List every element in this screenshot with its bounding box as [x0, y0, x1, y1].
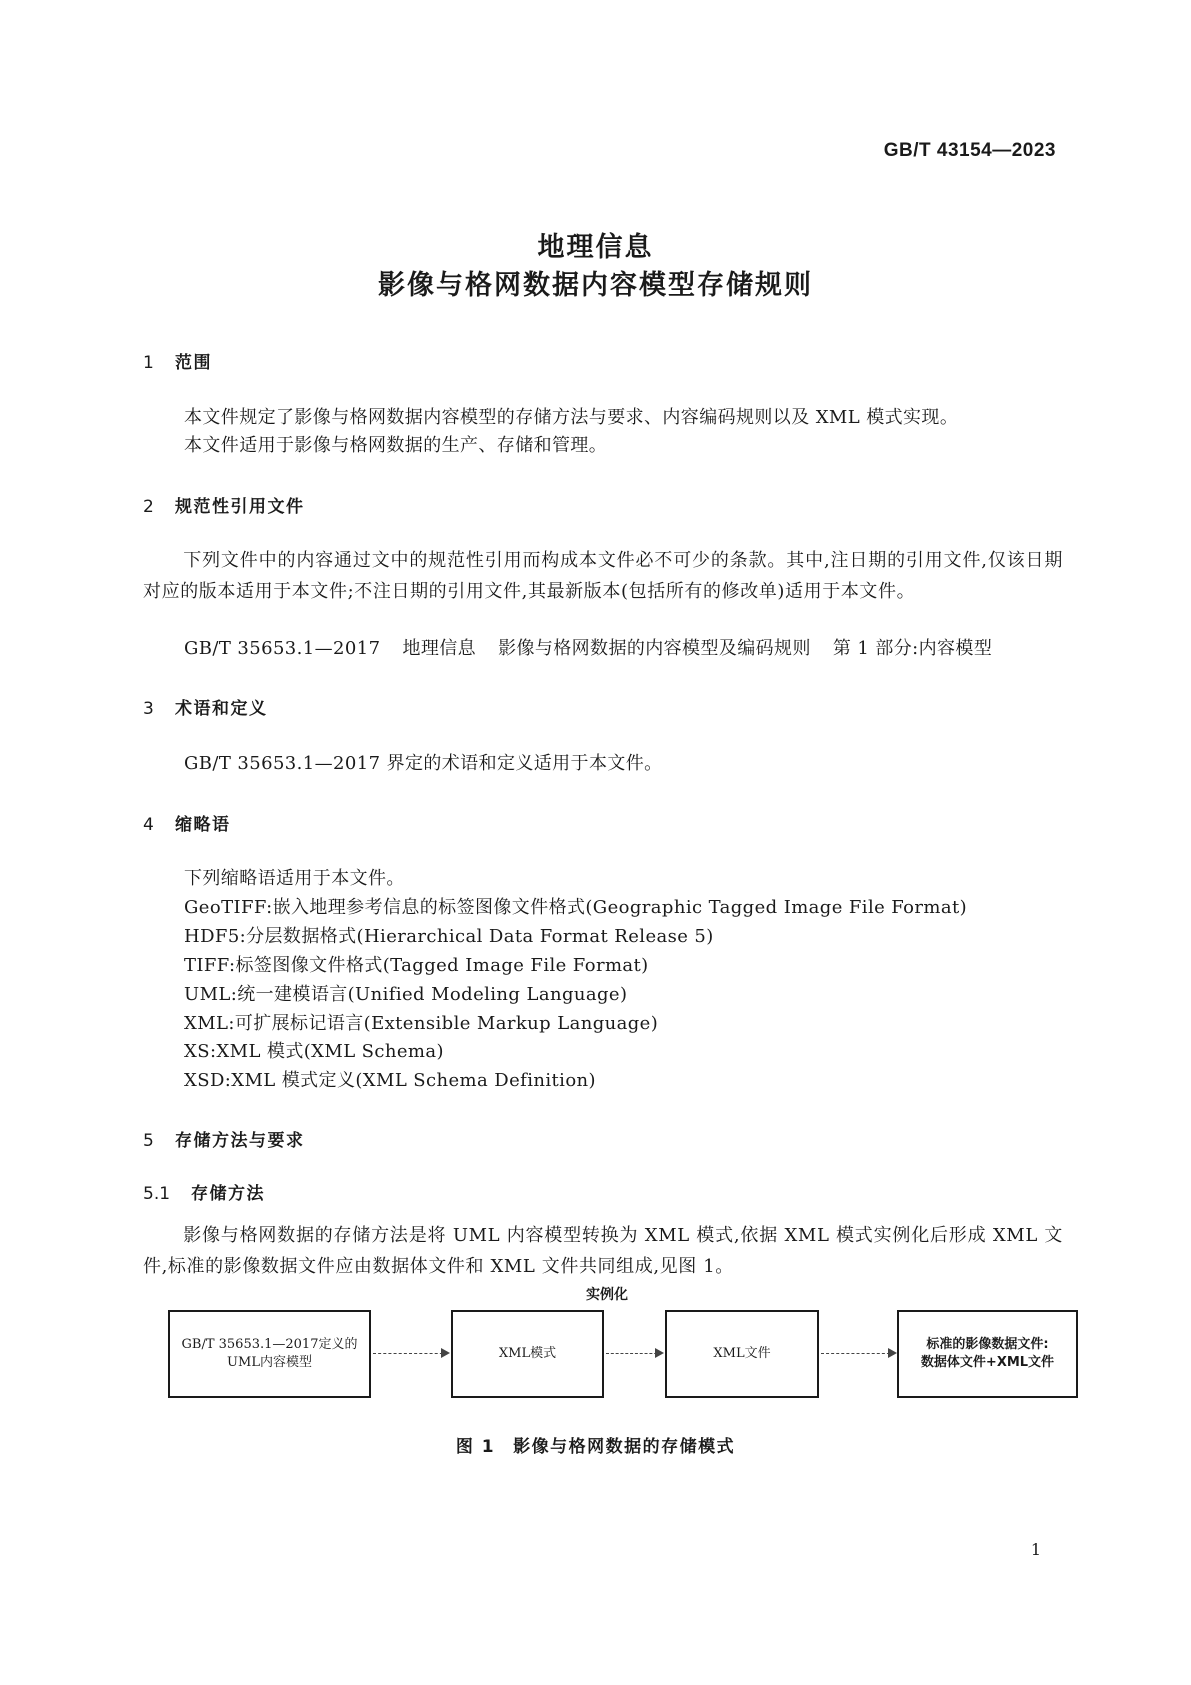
diagram-box-uml-model: [168, 1310, 371, 1398]
section-5-1-paragraph: [143, 1220, 1063, 1282]
section-1-paragraph-1: 本文件规定了影像与格网数据内容模型的存储方法与要求、内容编码规则以及 XML 模式实现。: [184, 407, 959, 428]
abbreviation-item: XSD:XML 模式定义(XML Schema Definition): [184, 1070, 596, 1091]
page-number: 1: [1030, 1540, 1041, 1559]
diagram-arrow: [821, 1353, 895, 1354]
section-number: 3: [143, 699, 154, 719]
abbreviation-item: GeoTIFF:嵌入地理参考信息的标签图像文件格式(Geographic Tagged Image File Format): [184, 897, 968, 918]
section-5-1-heading: [143, 1179, 265, 1204]
reference-title-part1: 地理信息: [402, 638, 477, 659]
reference-title-part2: 影像与格网数据的内容模型及编码规则: [498, 638, 811, 659]
diagram-arrow-label: 实例化: [586, 1287, 628, 1303]
abbreviation-item: HDF5:分层数据格式(Hierarchical Data Format Release 5): [184, 926, 714, 947]
diagram-box-line: 标准的影像数据文件:: [926, 1337, 1049, 1352]
section-3-paragraph: GB/T 35653.1—2017 界定的术语和定义适用于本文件。: [184, 753, 663, 774]
diagram-arrow: [373, 1353, 448, 1354]
diagram-box-xml-file: [665, 1310, 819, 1398]
section-2-paragraph: [143, 545, 1063, 607]
section-number: 1: [143, 353, 154, 373]
document-title-line2: 影像与格网数据内容模型存储规则: [378, 270, 813, 301]
diagram-box-line: UML内容模型: [227, 1355, 312, 1370]
reference-title-part3: 第 1 部分:内容模型: [832, 638, 993, 659]
section-1-paragraph-2: 本文件适用于影像与格网数据的生产、存储和管理。: [184, 435, 608, 456]
diagram-arrow: [606, 1353, 662, 1354]
section-title: 范围: [175, 353, 212, 373]
diagram-box-standard-image-file: [897, 1310, 1078, 1398]
section-title: 术语和定义: [175, 699, 268, 719]
abbreviation-item: UML:统一建模语言(Unified Modeling Language): [184, 984, 628, 1005]
abbreviation-intro: 下列缩略语适用于本文件。: [184, 868, 405, 889]
diagram-box-text: [921, 1336, 1054, 1372]
diagram-box-text: [182, 1336, 358, 1372]
section-2-paragraph-text: 下列文件中的内容通过文中的规范性引用而构成本文件必不可少的条款。其中,注日期的引用文件,仅该日期对应的版本适用于本文件;不注日期的引用文件,其最新版本(包括所有的修改单)适用于本文件。: [143, 550, 1063, 602]
diagram-box-line: GB/T 35653.1—2017定义的: [181, 1337, 358, 1352]
section-4-heading: [143, 810, 231, 835]
section-number: 5.1: [143, 1184, 171, 1204]
figure-caption: [0, 1432, 1191, 1457]
document-title-line1: 地理信息: [537, 232, 654, 263]
diagram-box-line: XML模式: [498, 1346, 557, 1361]
section-title: 规范性引用文件: [175, 497, 305, 517]
section-title: 存储方法与要求: [175, 1131, 305, 1151]
section-5-heading: [143, 1126, 305, 1151]
section-1-heading: [143, 348, 212, 373]
normative-reference: [184, 633, 992, 664]
abbreviation-item: XS:XML 模式(XML Schema): [184, 1041, 444, 1062]
diagram-box-xml-schema: [451, 1310, 604, 1398]
reference-code: GB/T 35653.1—2017: [184, 638, 381, 659]
abbreviation-item: XML:可扩展标记语言(Extensible Markup Language): [184, 1013, 659, 1034]
section-3-heading: [143, 694, 268, 719]
figure-number: 图 1: [455, 1437, 496, 1457]
diagram-box-line: XML文件: [713, 1346, 771, 1361]
section-number: 4: [143, 815, 154, 835]
standard-code: GB/T 43154—2023: [883, 140, 1056, 161]
section-title: 缩略语: [175, 815, 231, 835]
section-number: 5: [143, 1131, 154, 1151]
diagram-box-line: 数据体文件+XML文件: [920, 1355, 1055, 1370]
section-5-1-paragraph-text: 影像与格网数据的存储方法是将 UML 内容模型转换为 XML 模式,依据 XML 模式实例化后形成 XML 文件,标准的影像数据文件应由数据体文件和 XML 文件共同组成,见图 1。: [143, 1225, 1063, 1277]
section-number: 2: [143, 497, 154, 517]
abbreviation-item: TIFF:标签图像文件格式(Tagged Image File Format): [184, 955, 649, 976]
section-title: 存储方法: [191, 1184, 265, 1204]
section-2-heading: [143, 492, 305, 517]
figure-caption-text: 影像与格网数据的存储模式: [513, 1437, 736, 1457]
